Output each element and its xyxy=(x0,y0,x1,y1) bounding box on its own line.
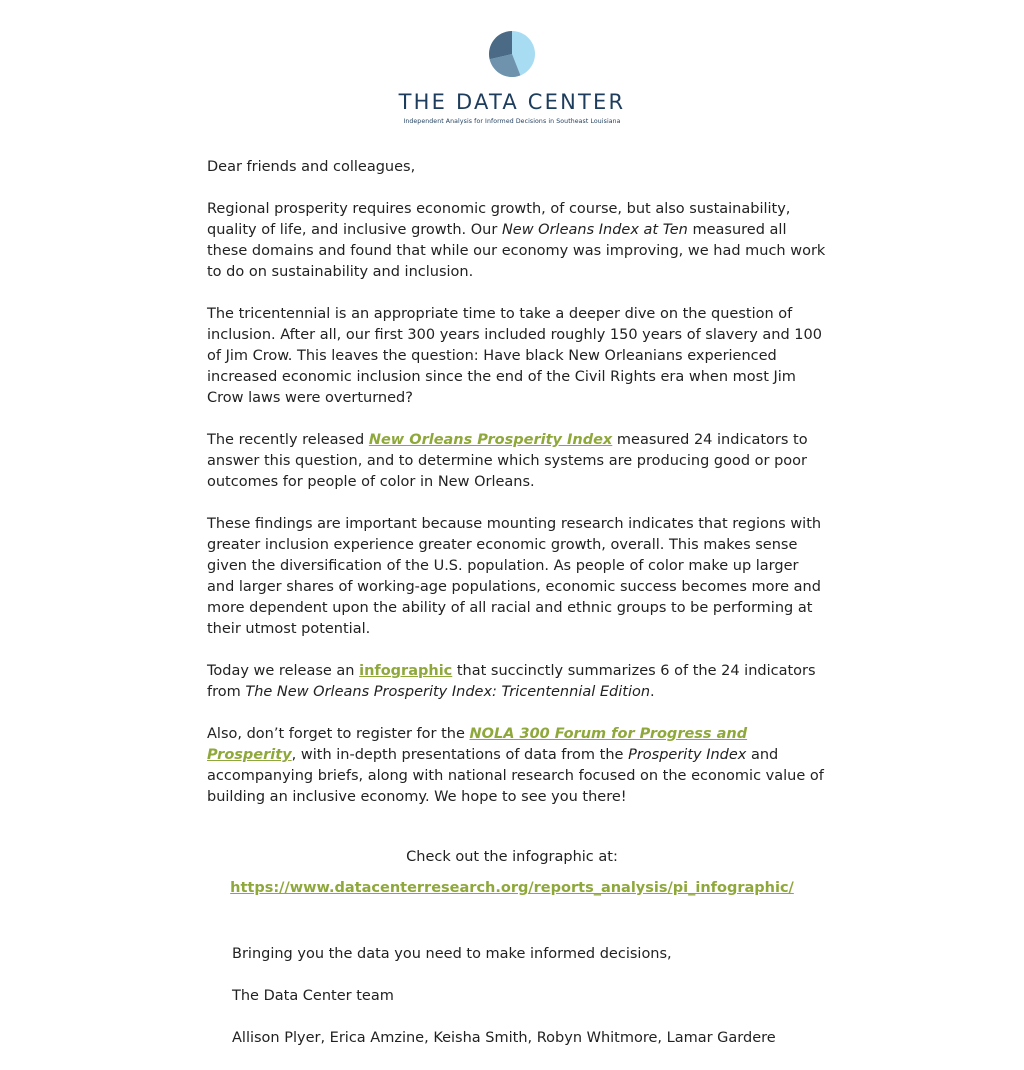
paragraph-findings: These findings are important because mounting research indicates that regions with greater inclusion experience greater economic growth, overall. This makes sense given the diversification of the U.S. population. As people of color make up larger and larger shares of working-age populations, economic success becomes more and more dependent upon the ability of all racial and ethnic groups to be performing at their utmost potential. xyxy=(207,516,822,637)
cta-label: Check out the infographic at: xyxy=(406,849,618,865)
email-signoff xyxy=(232,944,872,1070)
greeting: Dear friends and colleagues, xyxy=(207,159,416,175)
paragraph-tricentennial: The tricentennial is an appropriate time to take a deeper dive on the question of inclusion. After all, our first 300 years included roughly 150 years of slavery and 100 of Jim Crow. This leaves the question: Have black New Orleanians experienced increased economic inclusion since the end of the Civil Rights era when most Jim Crow laws were overturned? xyxy=(207,306,822,406)
prosperity-index-title: Prosperity Index xyxy=(628,747,747,763)
paragraph-regional-prosperity: Regional prosperity requires economic growth, of course, but also sustainability, quality of life, and inclusive growth. Our New Orleans Index at Ten measured all these domains and found that while our economy was improving, we had much work to do on sustainability and inclusion. xyxy=(207,201,826,280)
paragraph-prosperity-index: The recently released New Orleans Prosperity Index measured 24 indicators to answer this question, and to determine which systems are producing good or poor outcomes for people of color in New Orleans. xyxy=(207,432,808,490)
paragraph-forum: Also, don’t forget to register for the NOLA 300 Forum for Progress and Prosperity, with in-depth presentations of data from the Prosperity Index and accompanying briefs, along with national research focused on the economic value of building an inclusive economy. We hope to see you there! xyxy=(207,726,824,805)
data-center-logo-icon xyxy=(488,30,536,78)
brand-tagline: Independent Analysis for Informed Decisions in Southeast Louisiana xyxy=(403,118,621,125)
brand-name: THE DATA CENTER xyxy=(398,90,626,114)
infographic-link[interactable]: infographic xyxy=(359,663,453,679)
infographic-cta xyxy=(0,847,1024,899)
tricentennial-edition-title: The New Orleans Prosperity Index: Tricentennial Edition xyxy=(245,684,651,700)
email-header xyxy=(0,0,1024,140)
signoff-line: Bringing you the data you need to make informed decisions, xyxy=(232,946,672,962)
signoff-team: The Data Center team xyxy=(232,988,394,1004)
infographic-url-link[interactable]: https://www.datacenterresearch.org/reports_analysis/pi_infographic/ xyxy=(230,880,794,896)
email-body xyxy=(207,157,827,829)
nola-300-forum-link[interactable]: NOLA 300 Forum for Progress and Prosperity xyxy=(207,726,748,763)
prosperity-index-link[interactable]: New Orleans Prosperity Index xyxy=(368,432,613,448)
index-at-ten-title: New Orleans Index at Ten xyxy=(501,222,688,238)
staff-names: Allison Plyer, Erica Amzine, Keisha Smith, Robyn Whitmore, Lamar Gardere xyxy=(232,1030,776,1046)
paragraph-infographic: Today we release an infographic that succinctly summarizes 6 of the 24 indicators from The New Orleans Prosperity Index: Tricentennial Edition. xyxy=(207,663,816,700)
